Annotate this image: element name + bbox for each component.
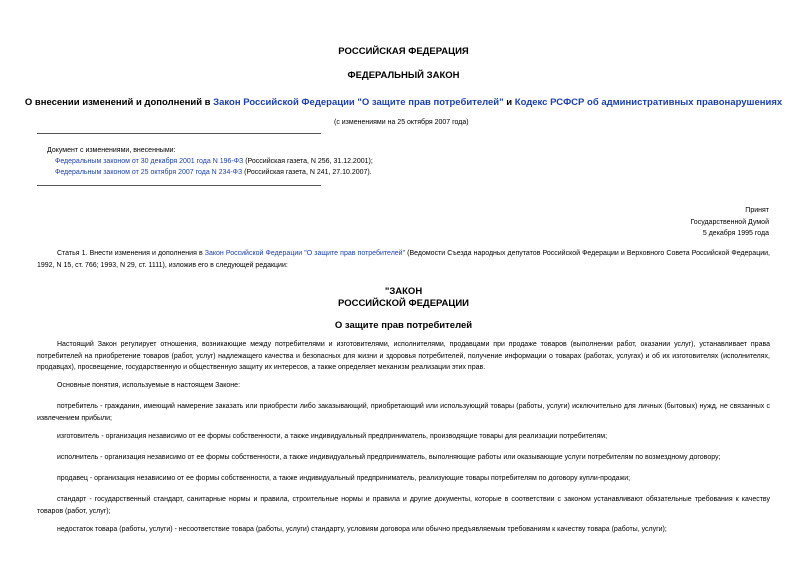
- header-country: РОССИЙСКАЯ ФЕДЕРАЦИЯ: [338, 46, 469, 57]
- article-1-prefix: Статья 1. Внести изменения и дополнения в: [57, 250, 205, 257]
- title-link-consumer-law[interactable]: Закон Российской Федерации "О защите прав потребителей": [213, 97, 504, 108]
- changes-intro: Документ с изменениями, внесенными:: [47, 147, 176, 154]
- definition-seller: продавец - организация независимо от ее формы собственности, а также индивидуальный предприниматель, реализующие товары потребителям по договору купли-продажи;: [57, 475, 631, 482]
- definition-consumer: потребитель - гражданин, имеющий намерение заказать или приобрести либо заказывающий, приобретающий или использующий товары (работы, услуги) исключительно для личных (бытовых) нужд, не связанных с извлечением прибыли;: [37, 403, 770, 422]
- article-1-link[interactable]: Закон Российской Федерации "О защите прав потребителей": [204, 250, 406, 257]
- accepted-line: Принят: [745, 207, 769, 214]
- article-1: [37, 248, 770, 271]
- law-heading-country: РОССИЙСКОЙ ФЕДЕРАЦИИ: [337, 298, 469, 309]
- article-1-rest: (Ведомости Съезда народных депутатов Российской Федерации и Верховного Совета Российской Федерации, 1992, N 15, ст. 766; 1993, N 29, ст. 1111), изложив его в следующей редакции:: [37, 250, 770, 269]
- law-paragraph: Основные понятия, используемые в настоящем Законе:: [57, 382, 241, 389]
- top-divider: [37, 133, 321, 134]
- title-prefix: О внесении изменений и дополнений в: [24, 97, 214, 108]
- definition-standard: стандарт - государственный стандарт, санитарные нормы и правила, строительные нормы и правила и другие документы, которые в соответствии с законом устанавливают обязательные требования к качеству товаров (работ, услуг);: [37, 496, 770, 515]
- title-mid: и: [503, 97, 515, 108]
- change-item: [55, 169, 372, 176]
- law-paragraph: Настоящий Закон регулирует отношения, возникающие между потребителями и изготовителями, исполнителями, продавцами при продаже товаров (выполнении работ, оказании услуг), устанавливает права потребителей на приобретение товаров (работ, услуг) надлежащего качества и безопасных для жизни и здоровья потребителей, получение информации о товарах (работах, услугах) и об их изготовителях (исполнителях, продавцах), просвещение, государственную и общественную защиту их интересов, а также определяет механизм реализации этих прав.: [37, 341, 770, 371]
- change-link-234fz[interactable]: Федеральным законом от 25 октября 2007 года N 234-ФЗ: [55, 169, 243, 176]
- change-source: (Российская газета, N 256, 31.12.2001);: [243, 158, 373, 165]
- edition-note: (с изменениями на 25 октября 2007 года): [334, 119, 469, 126]
- bottom-divider: [37, 185, 321, 186]
- definition-contractor: исполнитель - организация независимо от ее формы собственности, а также индивидуальный предприниматель, выполняющие работы или оказывающие услуги потребителям по возмездному договору;: [57, 454, 721, 461]
- change-source: (Российская газета, N 241, 27.10.2007).: [242, 169, 372, 176]
- change-item: [55, 158, 373, 165]
- header-law-type: ФЕДЕРАЛЬНЫЙ ЗАКОН: [347, 70, 460, 81]
- title-link-admin-code[interactable]: Кодекс РСФСР об административных правонарушениях: [514, 97, 783, 108]
- accepted-date: 5 декабря 1995 года: [702, 230, 769, 237]
- accepted-line: Государственной Думой: [690, 218, 769, 226]
- change-link-196fz[interactable]: Федеральным законом от 30 декабря 2001 года N 196-ФЗ: [55, 158, 244, 165]
- law-heading-title: О защите прав потребителей: [334, 320, 473, 331]
- law-heading: "ЗАКОН: [384, 286, 423, 297]
- definition-defect: недостаток товара (работы, услуги) - несоответствие товара (работы, услуги) стандарту, условиям договора или обычно предъявляемым требованиям к качеству товара (работы, услуги);: [57, 526, 667, 533]
- definition-manufacturer: изготовитель - организация независимо от ее формы собственности, а также индивидуальный предприниматель, производящие товары для реализации потребителям;: [57, 433, 608, 440]
- accepted-block: [690, 205, 769, 240]
- document-title: [0, 97, 807, 108]
